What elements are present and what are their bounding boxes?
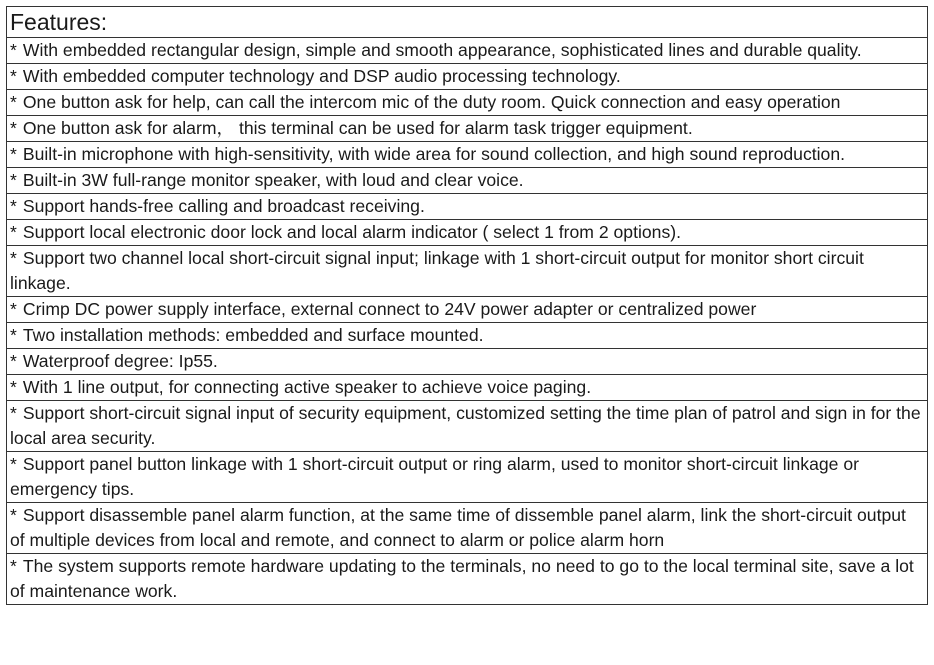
- features-table: [6, 6, 928, 605]
- feature-row: [7, 452, 928, 503]
- bullet-marker: *: [10, 505, 17, 525]
- feature-item: [7, 246, 928, 297]
- feature-row: [7, 90, 928, 116]
- feature-item: [7, 297, 928, 323]
- bullet-marker: *: [10, 299, 17, 319]
- feature-text: Built-in 3W full-range monitor speaker, with loud and clear voice.: [22, 170, 524, 190]
- bullet-marker: *: [10, 170, 17, 190]
- feature-item: [7, 401, 928, 452]
- feature-item: [7, 38, 928, 64]
- bullet-marker: *: [10, 454, 17, 474]
- bullet-marker: *: [10, 92, 17, 112]
- feature-row: [7, 168, 928, 194]
- bullet-marker: *: [10, 118, 17, 138]
- feature-item: [7, 220, 928, 246]
- feature-row: [7, 503, 928, 554]
- feature-text: Two installation methods: embedded and surface mounted.: [22, 325, 484, 345]
- bullet-marker: *: [10, 66, 17, 86]
- bullet-marker: *: [10, 556, 17, 576]
- bullet-marker: *: [10, 40, 17, 60]
- feature-text: Support two channel local short-circuit signal input; linkage with 1 short-circuit output for monitor short circuit linkage.: [10, 248, 864, 293]
- feature-text: One button ask for alarm， this terminal can be used for alarm task trigger equipment.: [22, 118, 693, 138]
- feature-row: [7, 323, 928, 349]
- bullet-marker: *: [10, 144, 17, 164]
- feature-text: Support local electronic door lock and local alarm indicator ( select 1 from 2 options).: [22, 222, 681, 242]
- header-row: [7, 7, 928, 38]
- bullet-marker: *: [10, 248, 17, 268]
- feature-row: [7, 349, 928, 375]
- feature-text: The system supports remote hardware updating to the terminals, no need to go to the local terminal site, save a lot of maintenance work.: [10, 556, 914, 601]
- feature-text: With embedded computer technology and DSP audio processing technology.: [22, 66, 621, 86]
- feature-item: [7, 323, 928, 349]
- feature-item: [7, 554, 928, 605]
- bullet-marker: *: [10, 325, 17, 345]
- bullet-marker: *: [10, 351, 17, 371]
- feature-text: Crimp DC power supply interface, external connect to 24V power adapter or centralized power: [22, 299, 757, 319]
- feature-row: [7, 38, 928, 64]
- feature-text: Support panel button linkage with 1 short-circuit output or ring alarm, used to monitor short-circuit linkage or emergency tips.: [10, 454, 859, 499]
- feature-item: [7, 142, 928, 168]
- feature-row: [7, 375, 928, 401]
- feature-row: [7, 64, 928, 90]
- bullet-marker: *: [10, 403, 17, 423]
- feature-text: Support disassemble panel alarm function, at the same time of dissemble panel alarm, link the short-circuit output of multiple devices from local and remote, and connect to alarm or police alarm horn: [10, 505, 906, 550]
- bullet-marker: *: [10, 377, 17, 397]
- feature-row: [7, 554, 928, 605]
- feature-text: With embedded rectangular design, simple and smooth appearance, sophisticated lines and durable quality.: [22, 40, 862, 60]
- feature-text: Support hands-free calling and broadcast receiving.: [22, 196, 425, 216]
- feature-item: [7, 503, 928, 554]
- bullet-marker: *: [10, 196, 17, 216]
- feature-text: One button ask for help, can call the intercom mic of the duty room. Quick connection and easy operation: [22, 92, 841, 112]
- feature-row: [7, 297, 928, 323]
- feature-item: [7, 116, 928, 142]
- feature-item: [7, 64, 928, 90]
- feature-item: [7, 452, 928, 503]
- feature-text: Waterproof degree: Ip55.: [22, 351, 218, 371]
- feature-row: [7, 246, 928, 297]
- feature-text: Support short-circuit signal input of security equipment, customized setting the time plan of patrol and sign in for the local area security.: [10, 403, 921, 448]
- features-title: Features:: [7, 7, 928, 38]
- feature-row: [7, 401, 928, 452]
- feature-row: [7, 194, 928, 220]
- feature-text: Built-in microphone with high-sensitivity, with wide area for sound collection, and high sound reproduction.: [22, 144, 845, 164]
- feature-item: [7, 168, 928, 194]
- feature-row: [7, 142, 928, 168]
- feature-row: [7, 116, 928, 142]
- feature-item: [7, 90, 928, 116]
- feature-row: [7, 220, 928, 246]
- feature-item: [7, 375, 928, 401]
- bullet-marker: *: [10, 222, 17, 242]
- feature-item: [7, 349, 928, 375]
- features-body: [7, 7, 928, 605]
- feature-text: With 1 line output, for connecting active speaker to achieve voice paging.: [22, 377, 592, 397]
- feature-item: [7, 194, 928, 220]
